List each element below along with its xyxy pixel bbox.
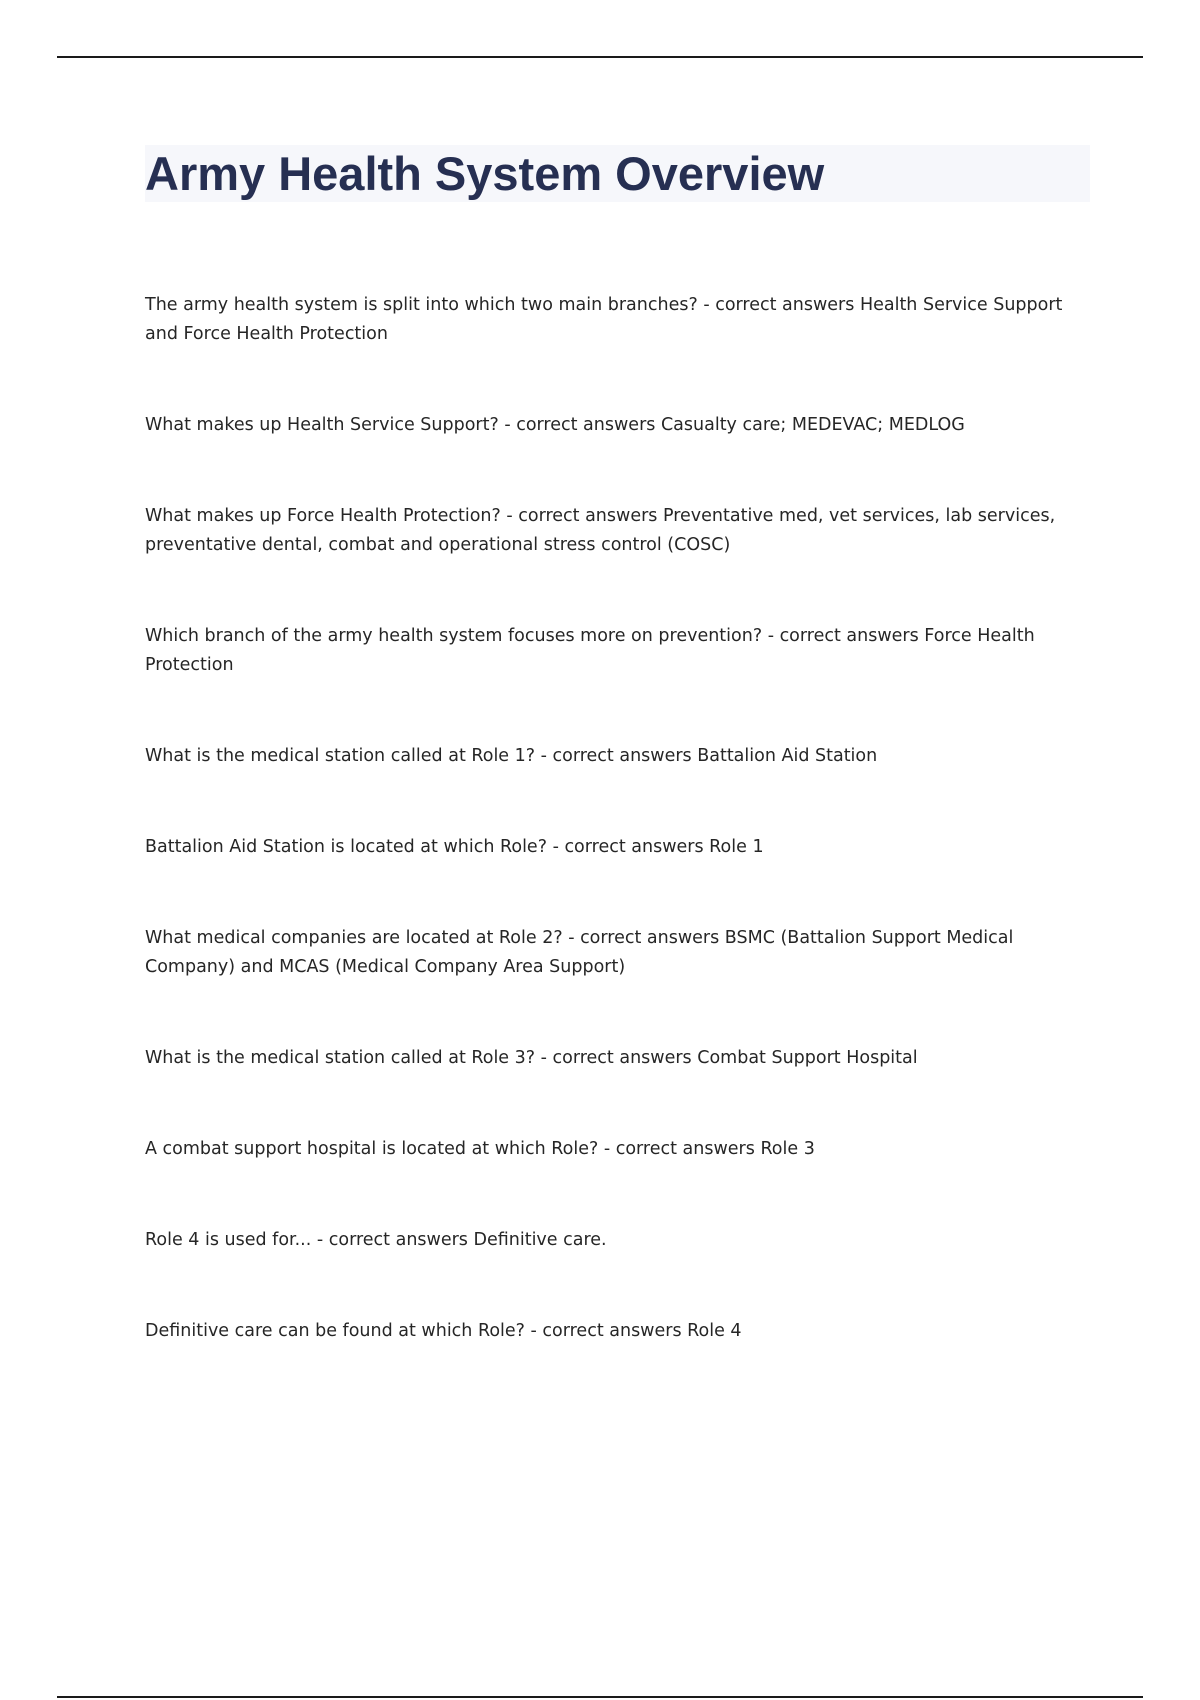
- answer-text: Combat Support Hospital: [697, 1048, 918, 1068]
- answer-text: Role 4: [687, 1321, 742, 1341]
- qa-item-11: [145, 1317, 1090, 1346]
- qa-item-5: [145, 742, 1090, 771]
- question-text: What medical companies are located at Role 2?: [145, 928, 563, 948]
- answer-text: Health Service Support and Force Health Protection: [145, 295, 1063, 344]
- qa-item-2: [145, 411, 1090, 440]
- question-text: What makes up Force Health Protection?: [145, 506, 501, 526]
- header-rule: [57, 56, 1143, 58]
- answer-separator: - correct answers: [697, 295, 860, 315]
- answer-text: Role 1: [709, 837, 764, 857]
- answer-text: Battalion Aid Station: [697, 746, 878, 766]
- question-text: What is the medical station called at Role 1?: [145, 746, 536, 766]
- qa-item-1: [145, 291, 1090, 349]
- answer-separator: - correct answers: [762, 626, 925, 646]
- footer-rule: [57, 1696, 1143, 1698]
- qa-item-8: [145, 1044, 1090, 1073]
- answer-text: Casualty care; MEDEVAC; MEDLOG: [660, 415, 965, 435]
- question-text: The army health system is split into which two main branches?: [145, 295, 698, 315]
- answer-separator: - correct answers: [500, 506, 663, 526]
- question-text: Definitive care can be found at which Role?: [145, 1321, 525, 1341]
- answer-text: Preventative med, vet services, lab services, preventative dental, combat and operational stress control (COSC): [145, 506, 1056, 555]
- qa-item-7: [145, 924, 1090, 982]
- answer-separator: - correct answers: [535, 746, 698, 766]
- qa-item-3: [145, 502, 1090, 560]
- qa-item-4: [145, 622, 1090, 680]
- answer-separator: - correct answers: [311, 1230, 474, 1250]
- question-text: What makes up Health Service Support?: [145, 415, 499, 435]
- answer-separator: - correct answers: [547, 837, 710, 857]
- answer-text: BSMC (Battalion Support Medical Company) and MCAS (Medical Company Area Support): [145, 928, 1014, 977]
- question-text: Role 4 is used for...: [145, 1230, 312, 1250]
- answer-text: Role 3: [760, 1139, 815, 1159]
- answer-separator: - correct answers: [535, 1048, 698, 1068]
- answer-separator: - correct answers: [562, 928, 725, 948]
- question-text: A combat support hospital is located at which Role?: [145, 1139, 599, 1159]
- answer-separator: - correct answers: [498, 415, 661, 435]
- qa-item-9: [145, 1135, 1090, 1164]
- page-title: Army Health System Overview: [145, 147, 825, 200]
- question-text: Battalion Aid Station is located at which Role?: [145, 837, 547, 857]
- question-text: Which branch of the army health system focuses more on prevention?: [145, 626, 763, 646]
- question-text: What is the medical station called at Role 3?: [145, 1048, 536, 1068]
- answer-text: Definitive care.: [473, 1230, 607, 1250]
- qa-item-6: [145, 833, 1090, 862]
- answer-separator: - correct answers: [598, 1139, 761, 1159]
- qa-item-10: [145, 1226, 1090, 1255]
- answer-separator: - correct answers: [524, 1321, 688, 1341]
- answer-text: Force Health Protection: [145, 626, 1035, 675]
